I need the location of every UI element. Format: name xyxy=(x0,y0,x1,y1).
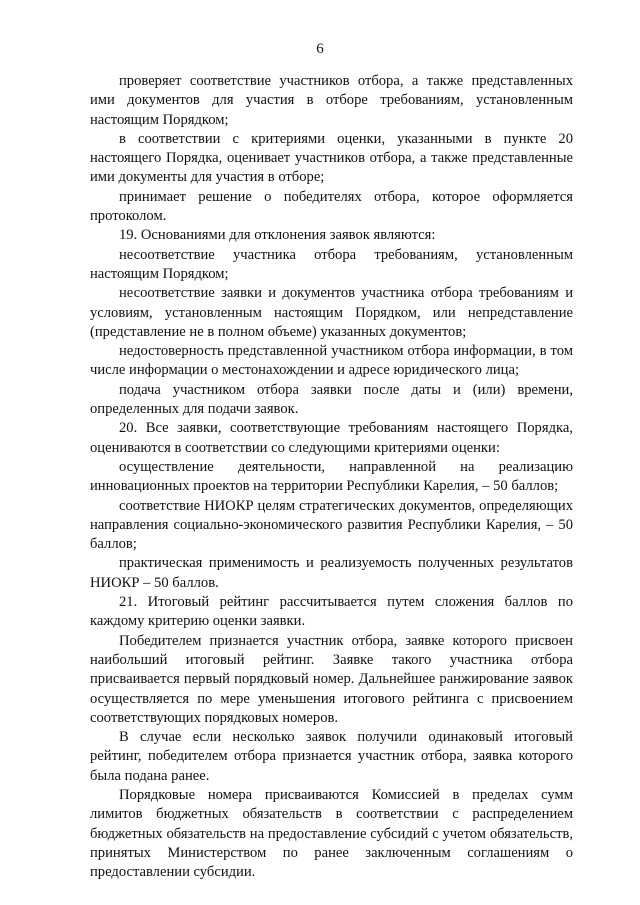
paragraph-tie-rule: В случае если несколько заявок получили одинаковый итоговый рейтинг, победителем отбора признается участник отбора, заявка которого была подана ранее. xyxy=(90,729,573,784)
page-number: 6 xyxy=(316,41,324,57)
paragraph-ordinal-numbers: Порядковые номера присваиваются Комиссией в пределах сумм лимитов бюджетных обязательств в соответствии с распределением бюджетных обязательств на предоставление субсидий с учетом обязательств, принятых Министерством по ранее заключенным соглашениям о предоставлении субсидии. xyxy=(90,786,573,881)
paragraph-clause-20: 20. Все заявки, соответствующие требованиям настоящего Порядка, оцениваются в соответствии со следующими критериями оценки: xyxy=(90,420,573,456)
paragraph-participant-noncompliance: несоответствие участника отбора требованиям, установленным настоящим Порядком; xyxy=(90,246,573,282)
paragraph-evaluate-participants: в соответствии с критериями оценки, указанными в пункте 20 настоящего Порядка, оценивает участников отбора, а также представленные ими документы для участия в отборе; xyxy=(90,130,573,186)
document-body xyxy=(90,72,573,882)
paragraph-verify-compliance: проверяет соответствие участников отбора, а также представленных ими документов для участия в отборе требованиям, установленным настоящим Порядком; xyxy=(90,73,573,128)
paragraph-decide-winners: принимает решение о победителях отбора, которое оформляется протоколом. xyxy=(90,188,573,225)
paragraph-late-submission: подача участником отбора заявки после даты и (или) времени, определенных для подачи заявок. xyxy=(90,381,573,418)
paragraph-application-noncompliance: несоответствие заявки и документов участника отбора требованиям и условиям, установленным настоящим Порядком, или непредставление (представление не в полном объеме) указанных документов; xyxy=(90,285,573,340)
paragraph-criterion-applicability: практическая применимость и реализуемость полученных результатов НИОКР – 50 баллов. xyxy=(90,555,573,591)
paragraph-winner-rule: Победителем признается участник отбора, заявке которого присвоен наибольший итоговый рейтинг. Заявке такого участника отбора присваивается первый порядковый номер. Дальнейшее ранжирование заявок осуществляется по мере уменьшения итогового рейтинга с присвоением соответствующих порядковых номеров. xyxy=(90,632,573,726)
paragraph-criterion-innovation: осуществление деятельности, направленной на реализацию инновационных проектов на территории Республики Карелия, – 50 баллов; xyxy=(90,458,573,495)
paragraph-clause-21: 21. Итоговый рейтинг рассчитывается путем сложения баллов по каждому критерию оценки заявки. xyxy=(90,594,573,630)
paragraph-clause-19: 19. Основаниями для отклонения заявок являются: xyxy=(119,227,436,244)
paragraph-inaccurate-information: недостоверность представленной участником отбора информации, в том числе информации о местонахождении и адресе юридического лица; xyxy=(90,343,573,379)
paragraph-criterion-strategy: соответствие НИОКР целям стратегических документов, определяющих направления социально-экономического развития Республики Карелия, – 50 баллов; xyxy=(90,497,573,553)
